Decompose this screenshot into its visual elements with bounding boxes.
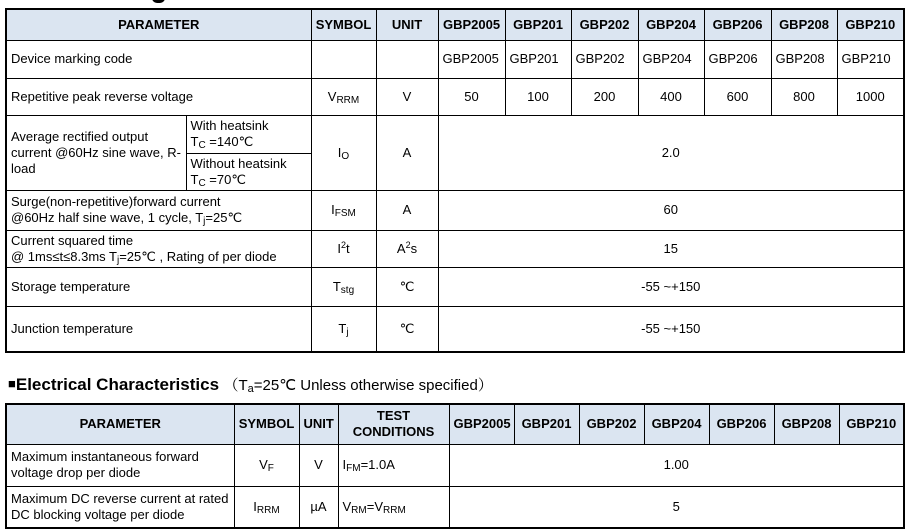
- ratings-header-model: GBP206: [704, 9, 771, 40]
- tstg-symbol: $T_{stg}$: [311, 267, 376, 306]
- marking-value: GBP204: [638, 40, 704, 78]
- ifsm-row: [6, 190, 904, 230]
- vrrm-value: 50: [438, 78, 505, 115]
- vrrm-value: 1000: [837, 78, 904, 115]
- tj-row: [6, 306, 904, 352]
- marking-value: GBP208: [771, 40, 837, 78]
- vrrm-value: 400: [638, 78, 704, 115]
- irrm-symbol: $I_{RRM}$: [234, 486, 299, 528]
- section-condition-note: （$T_a=25℃$ Unless otherwise specified）: [223, 377, 493, 395]
- vf-value: 1.00: [449, 444, 904, 486]
- ratings-header-model: GBP201: [505, 9, 571, 40]
- vrrm-label: Repetitive peak reverse voltage: [6, 78, 311, 115]
- ratings-header-unit: UNIT: [376, 9, 438, 40]
- marking-row: [6, 40, 904, 78]
- vrrm-value: 600: [704, 78, 771, 115]
- tj-value: -55 ~+150: [438, 306, 904, 352]
- vrrm-row: [6, 78, 904, 115]
- marking-value: GBP2005: [438, 40, 505, 78]
- electrical-header-model: GBP201: [514, 404, 579, 444]
- vrrm-value: 800: [771, 78, 837, 115]
- ratings-header-model: GBP202: [571, 9, 638, 40]
- io-condition-without-heatsink: Without heatsink $T_C$ =70℃: [186, 153, 311, 190]
- marking-unit-cell-empty: [376, 40, 438, 78]
- irrm-unit: µA: [299, 486, 338, 528]
- i2t-row: [6, 230, 904, 267]
- electrical-header-model: GBP202: [579, 404, 644, 444]
- vf-label: Maximum instantaneous forward voltage drop per diode: [6, 444, 234, 486]
- vrrm-symbol: $V_{RRM}$: [311, 78, 376, 115]
- i2t-label: Current squared time @ 1ms≤t≤8.3ms $T_j=25℃$ , Rating of per diode: [6, 230, 311, 267]
- irrm-value: 5: [449, 486, 904, 528]
- maximum-ratings-table: [5, 8, 905, 353]
- i2t-symbol: $I^2t$: [311, 230, 376, 267]
- vf-unit: V: [299, 444, 338, 486]
- electrical-header-test-conditions: TEST CONDITIONS: [338, 404, 449, 444]
- electrical-characteristics-table: [5, 403, 905, 529]
- tstg-label: Storage temperature: [6, 267, 311, 306]
- vrrm-value: 100: [505, 78, 571, 115]
- irrm-test-condition: $V_{RM}=V_{RRM}$: [338, 486, 449, 528]
- ratings-header-model: GBP210: [837, 9, 904, 40]
- tj-label: Junction temperature: [6, 306, 311, 352]
- ifsm-unit: A: [376, 190, 438, 230]
- io-unit: A: [376, 115, 438, 190]
- marking-value: GBP206: [704, 40, 771, 78]
- electrical-header-unit: UNIT: [299, 404, 338, 444]
- io-row-with-heatsink: [6, 115, 904, 153]
- vf-row: [6, 444, 904, 486]
- tstg-value: -55 ~+150: [438, 267, 904, 306]
- electrical-header-model: GBP204: [644, 404, 709, 444]
- vrrm-unit: V: [376, 78, 438, 115]
- ratings-header-model: GBP204: [638, 9, 704, 40]
- electrical-header-symbol: SYMBOL: [234, 404, 299, 444]
- tstg-unit: ℃: [376, 267, 438, 306]
- electrical-header-row: [6, 404, 904, 444]
- clipped-heading-descender: [152, 0, 165, 3]
- i2t-value: 15: [438, 230, 904, 267]
- ratings-header-symbol: SYMBOL: [311, 9, 376, 40]
- section-title: Electrical Characteristics: [15, 375, 220, 394]
- electrical-header-model: GBP208: [774, 404, 839, 444]
- ratings-header-parameter: PARAMETER: [6, 9, 311, 40]
- vf-test-condition: $I_{FM}=1.0A$: [338, 444, 449, 486]
- electrical-header-parameter: PARAMETER: [6, 404, 234, 444]
- marking-value: GBP201: [505, 40, 571, 78]
- irrm-row: [6, 486, 904, 528]
- marking-value: GBP210: [837, 40, 904, 78]
- ratings-header-model: GBP2005: [438, 9, 505, 40]
- marking-label: Device marking code: [6, 40, 311, 78]
- tj-unit: ℃: [376, 306, 438, 352]
- electrical-header-model: GBP210: [839, 404, 904, 444]
- io-condition-with-heatsink: With heatsink $T_C$ =140℃: [186, 115, 311, 153]
- electrical-header-model: GBP2005: [449, 404, 514, 444]
- vf-symbol: $V_F$: [234, 444, 299, 486]
- marking-value: GBP202: [571, 40, 638, 78]
- io-value: 2.0: [438, 115, 904, 190]
- square-bullet-icon: ■: [8, 376, 16, 391]
- vrrm-value: 200: [571, 78, 638, 115]
- irrm-label: Maximum DC reverse current at rated DC blocking voltage per diode: [6, 486, 234, 528]
- io-symbol: $I_O$: [311, 115, 376, 190]
- marking-symbol-cell-empty: [311, 40, 376, 78]
- ratings-header-model: GBP208: [771, 9, 837, 40]
- ifsm-label: Surge(non-repetitive)forward current @60Hz half sine wave, 1 cycle, $T_j=25℃$: [6, 190, 311, 230]
- ifsm-value: 60: [438, 190, 904, 230]
- electrical-header-model: GBP206: [709, 404, 774, 444]
- ratings-header-row: [6, 9, 904, 40]
- ifsm-symbol: $I_{FSM}$: [311, 190, 376, 230]
- electrical-characteristics-heading: [8, 374, 493, 395]
- io-label: Average rectified output current @60Hz sine wave, R-load: [6, 115, 186, 190]
- i2t-unit: $A^2s$: [376, 230, 438, 267]
- tstg-row: [6, 267, 904, 306]
- tj-symbol: $T_j$: [311, 306, 376, 352]
